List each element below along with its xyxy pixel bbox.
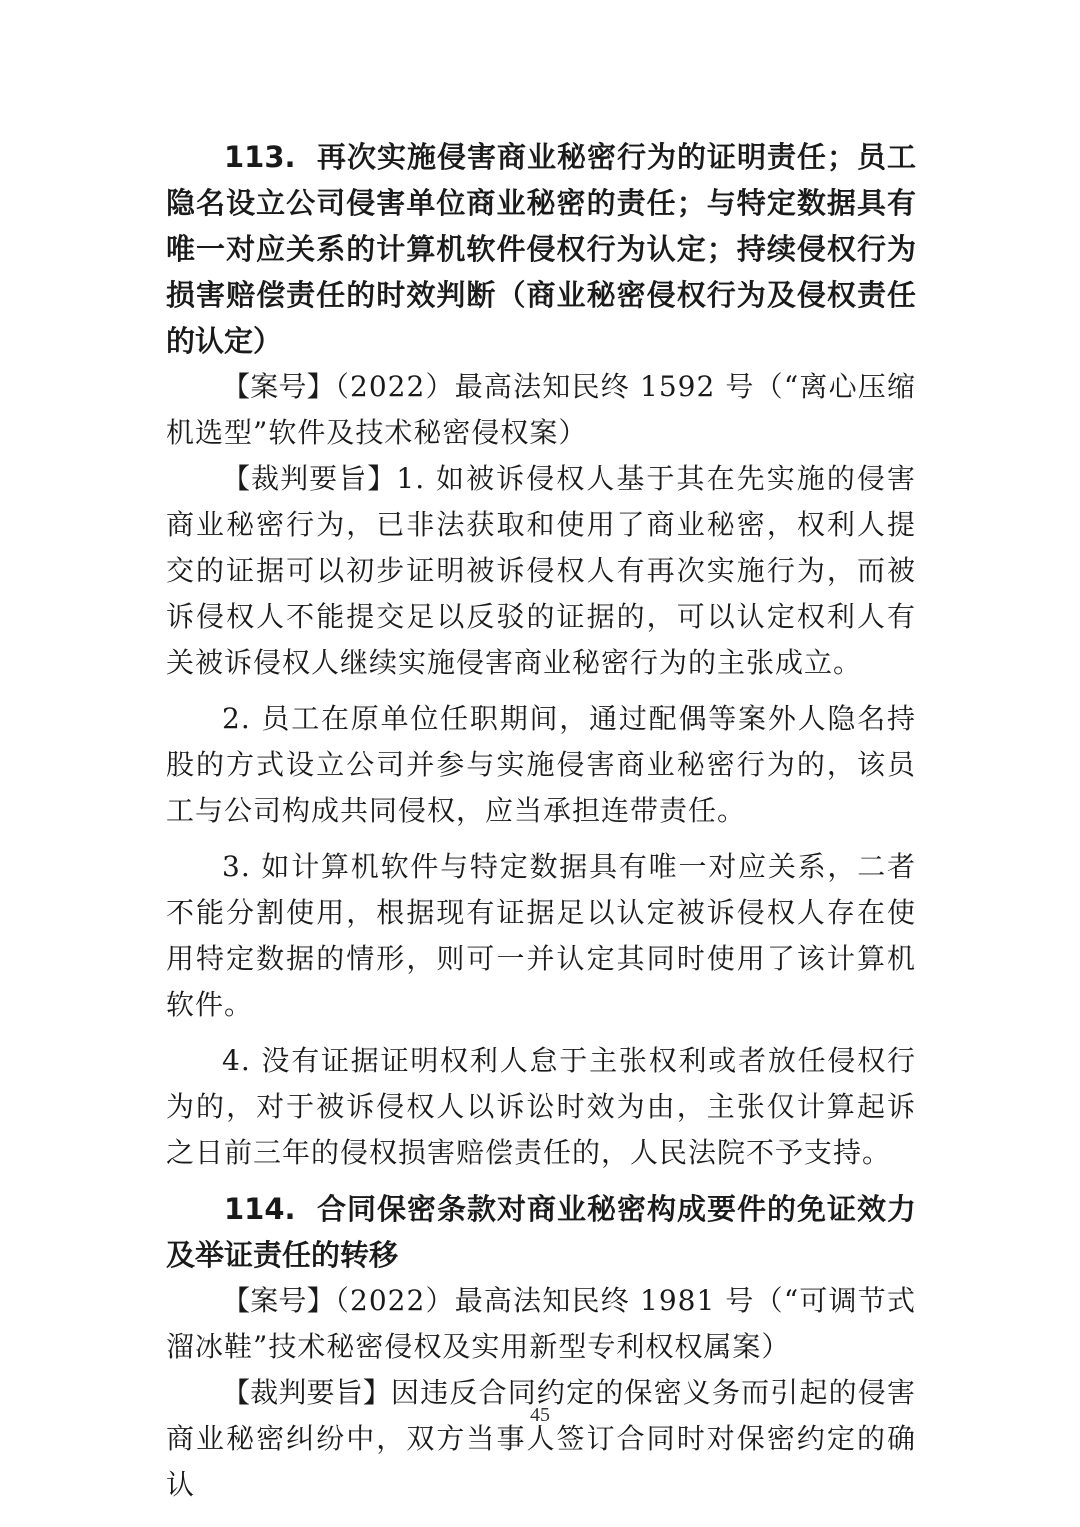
- section-number: 113.: [224, 140, 296, 174]
- gist-paragraph-1: [166, 1370, 916, 1508]
- gist-paragraph-3: 3. 如计算机软件与特定数据具有唯一对应关系，二者不能分割使用，根据现有证据足以认定被诉侵权人存在使用特定数据的情形，则可一并认定其同时使用了该计算机软件。: [166, 850, 916, 1021]
- section-heading-114: [166, 1186, 916, 1278]
- case-label: 【案号】: [222, 370, 335, 403]
- page-number: 45: [530, 1404, 550, 1426]
- gist-paragraph-2: 2. 员工在原单位任职期间，通过配偶等案外人隐名持股的方式设立公司并参与实施侵害商业秘密行为的，该员工与公司构成共同侵权，应当承担连带责任。: [166, 702, 916, 827]
- case-text: （2022）最高法知民终 1592 号（“离心压缩机选型”软件及技术秘密侵权案）: [166, 370, 916, 449]
- gist-text: 因违反合同约定的保密义务而引起的侵害商业秘密纠纷中，双方当事人签订合同时对保密约定的确认: [166, 1376, 916, 1501]
- case-label: 【案号】: [222, 1284, 335, 1317]
- case-number-paragraph: [166, 1278, 916, 1370]
- document-body: [166, 134, 916, 1508]
- section-number: 114.: [224, 1192, 296, 1226]
- case-text: （2022）最高法知民终 1981 号（“可调节式溜冰鞋”技术秘密侵权及实用新型专利权权属案）: [166, 1284, 916, 1363]
- gist-text: 1. 如被诉侵权人基于其在先实施的侵害商业秘密行为，已非法获取和使用了商业秘密，权利人提交的证据可以初步证明被诉侵权人有再次实施行为，而被诉侵权人不能提交足以反驳的证据的，可以认定权利人有关被诉侵权人继续实施侵害商业秘密行为的主张成立。: [166, 462, 916, 679]
- section-title: 再次实施侵害商业秘密行为的证明责任；员工隐名设立公司侵害单位商业秘密的责任；与特定数据具有唯一对应关系的计算机软件侵权行为认定；持续侵权行为损害赔偿责任的时效判断（商业秘密侵权行为及侵权责任的认定）: [166, 140, 916, 358]
- section-title: 合同保密条款对商业秘密构成要件的免证效力及举证责任的转移: [166, 1192, 916, 1272]
- section-heading-113: [166, 134, 916, 364]
- case-number-paragraph: [166, 364, 916, 456]
- gist-paragraph-1: [166, 456, 916, 686]
- gist-paragraph-4: 4. 没有证据证明权利人怠于主张权利或者放任侵权行为的，对于被诉侵权人以诉讼时效为由，主张仅计算起诉之日前三年的侵权损害赔偿责任的，人民法院不予支持。: [166, 1044, 916, 1169]
- gist-label: 【裁判要旨】: [222, 462, 397, 495]
- gist-label: 【裁判要旨】: [222, 1376, 392, 1409]
